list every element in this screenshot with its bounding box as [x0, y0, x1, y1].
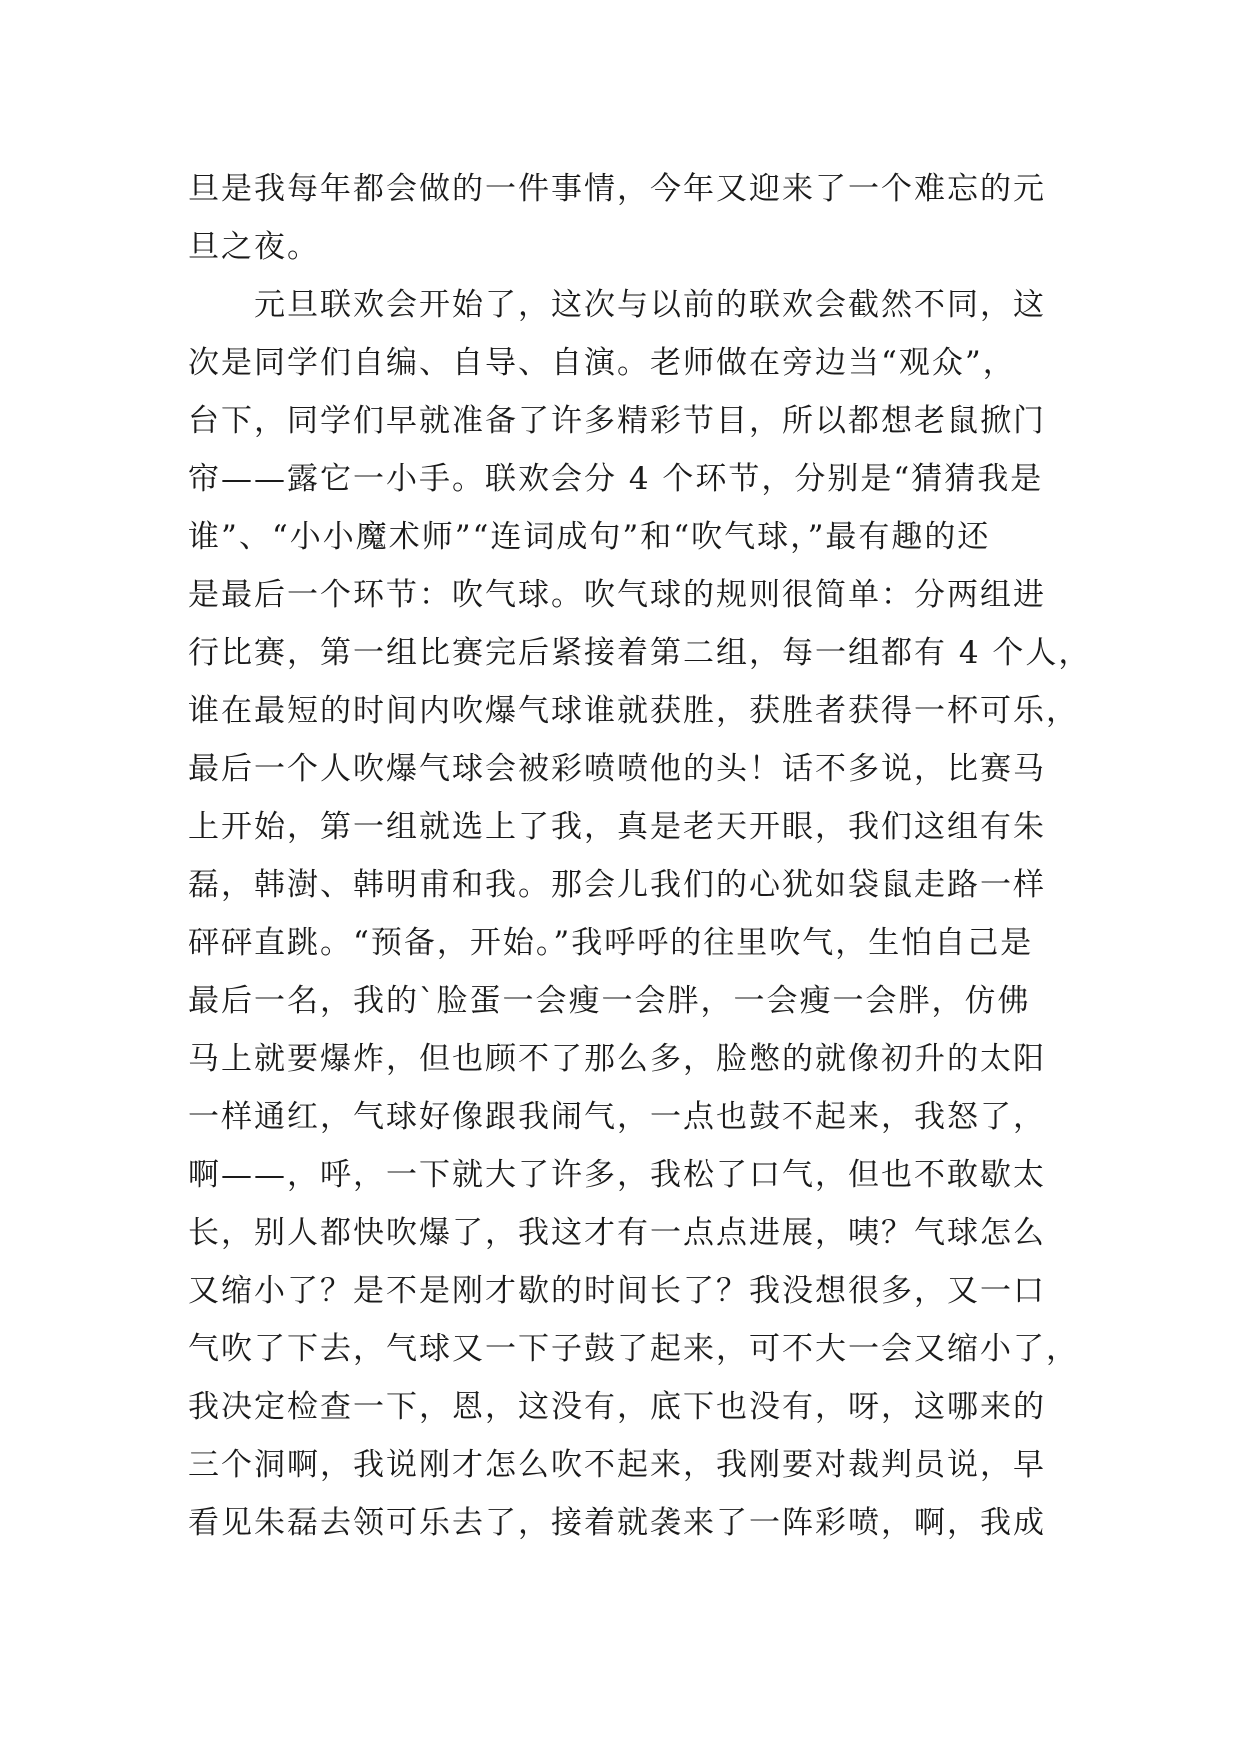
text-line-10: 谁在最短的时间内吹爆气球谁就获胜，获胜者获得一杯可乐，: [188, 693, 1079, 729]
text-line-15: 最后一名，我的`脸蛋一会瘦一会胖，一会瘦一会胖，仿佛: [188, 983, 1031, 1019]
text-line-2: 旦之夜。: [188, 229, 320, 265]
text-line-9: 行比赛，第一组比赛完后紧接着第二组，每一组都有 4 个人，: [188, 635, 1092, 671]
text-line-13: 磊，韩澍、韩明甫和我。那会儿我们的心犹如袋鼠走路一样: [188, 867, 1046, 903]
text-line-8: 是最后一个环节：吹气球。吹气球的规则很简单：分两组进: [188, 577, 1046, 613]
text-line-1: 旦是我每年都会做的一件事情，今年又迎来了一个难忘的元: [188, 171, 1046, 207]
text-line-24: 看见朱磊去领可乐去了，接着就袭来了一阵彩喷，啊，我成: [188, 1505, 1046, 1541]
text-line-6: 帘——露它一小手。联欢会分 4 个环节，分别是“猜猜我是: [188, 461, 1044, 497]
body-text: [188, 160, 1092, 1552]
text-line-20: 又缩小了？是不是刚才歇的时间长了？我没想很多，又一口: [188, 1273, 1046, 1309]
text-line-11: 最后一个人吹爆气球会被彩喷喷他的头！话不多说，比赛马: [188, 751, 1046, 787]
text-line-22: 我决定检查一下，恩，这没有，底下也没有，呀，这哪来的: [188, 1389, 1046, 1425]
text-line-4: 次是同学们自编、自导、自演。老师做在旁边当“观众”，: [188, 345, 1016, 381]
text-line-21: 气吹了下去，气球又一下子鼓了起来，可不大一会又缩小了，: [188, 1331, 1079, 1367]
text-line-14: 砰砰直跳。“预备，开始。”我呼呼的往里吹气，生怕自己是: [188, 925, 1034, 961]
text-line-5: 台下，同学们早就准备了许多精彩节目，所以都想老鼠掀门: [188, 403, 1046, 439]
text-line-12: 上开始，第一组就选上了我，真是老天开眼，我们这组有朱: [188, 809, 1046, 845]
text-line-7: 谁”、“小小魔术师”“连词成句”和“吹气球，”最有趣的还: [188, 519, 991, 555]
text-line-23: 三个洞啊，我说刚才怎么吹不起来，我刚要对裁判员说，早: [188, 1447, 1046, 1483]
text-line-19: 长，别人都快吹爆了，我这才有一点点进展，咦？气球怎么: [188, 1215, 1046, 1251]
paragraph-start-line: 元旦联欢会开始了，这次与以前的联欢会截然不同，这: [254, 287, 1046, 323]
text-line-17: 一样通红，气球好像跟我闹气，一点也鼓不起来，我怒了，: [188, 1099, 1046, 1135]
text-line-16: 马上就要爆炸，但也顾不了那么多，脸憋的就像初升的太阳: [188, 1041, 1046, 1077]
text-line-18: 啊——，呼，一下就大了许多，我松了口气，但也不敢歇太: [188, 1157, 1046, 1193]
